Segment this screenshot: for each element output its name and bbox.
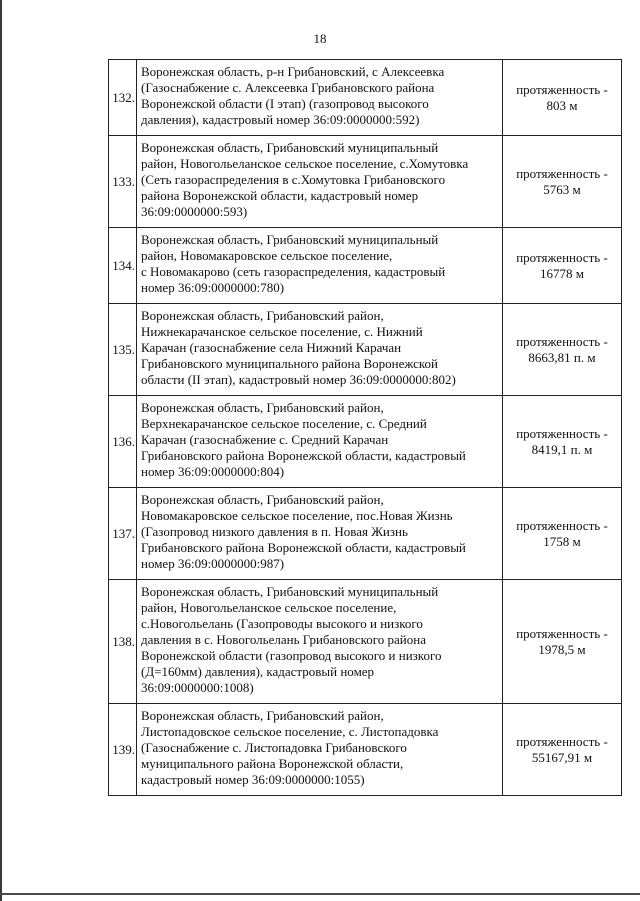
row-number: 135. [109,304,137,396]
table-row [109,704,622,796]
object-description: Воронежская область, Грибановский район, Нижнекарачанское сельское поселение, с. Нижний Карачан (газоснабжение села Нижний Карачан Грибановского муниципального района Воронежской области (II этап), кадастровый номер 36:09:0000000:802) [137,304,503,396]
object-description: Воронежская область, Грибановский муниципальный район, Новомакаровское сельское поселение, с Новомакарово (сеть газораспределения, кадастровый номер 36:09:0000000:780) [137,228,503,304]
scan-bottom-edge [0,893,640,895]
object-description: Воронежская область, Грибановский район, Листопадовское сельское поселение, с. Листопадовка (Газоснабжение с. Листопадовка Грибановского муниципального района Воронежской области, кадастровый номер 36:09:0000000:1055) [137,704,503,796]
table-row [109,396,622,488]
table-row [109,580,622,704]
object-description: Воронежская область, Грибановский район, Верхнекарачанское сельское поселение, с. Средний Карачан (газоснабжение с. Средний Карачан Грибановского района Воронежской области, кадастровый номер 36:09:0000000:804) [137,396,503,488]
row-number: 137. [109,488,137,580]
row-number: 138. [109,580,137,704]
table-row [109,304,622,396]
object-length: протяженность - 1758 м [503,488,622,580]
registry-table [108,59,622,796]
registry-rows [109,60,622,796]
row-number: 139. [109,704,137,796]
row-number: 136. [109,396,137,488]
table-row [109,60,622,136]
object-length: протяженность - 55167,91 м [503,704,622,796]
row-number: 133. [109,136,137,228]
table-row [109,488,622,580]
object-length: протяженность - 8419,1 п. м [503,396,622,488]
object-length: протяженность - 16778 м [503,228,622,304]
page-number: 18 [313,31,327,46]
object-length: протяженность - 8663,81 п. м [503,304,622,396]
object-length: протяженность - 1978,5 м [503,580,622,704]
object-description: Воронежская область, Грибановский район, Новомакаровское сельское поселение, пос.Новая Жизнь (Газопровод низкого давления в п. Новая Жизнь Грибановского района Воронежской области, кадастровый номер 36:09:0000000:987) [137,488,503,580]
table-row [109,136,622,228]
object-length: протяженность - 803 м [503,60,622,136]
row-number: 132. [109,60,137,136]
scan-edge [0,0,2,901]
row-number: 134. [109,228,137,304]
object-length: протяженность - 5763 м [503,136,622,228]
object-description: Воронежская область, Грибановский муниципальный район, Новогольеланское сельское поселение, с.Новогольелань (Газопроводы высокого и низкого давления в с. Новогольелань Грибановского района Воронежской области (газопровод высокого и низкого (Д=160мм) давления), кадастровый номер 36:09:0000000:1008) [137,580,503,704]
object-description: Воронежская область, р-н Грибановский, с Алексеевка (Газоснабжение с. Алексеевка Грибановского района Воронежской области (I этап) (газопровод высокого давления), кадастровый номер 36:09:0000000:592) [137,60,503,136]
table-row [109,228,622,304]
object-description: Воронежская область, Грибановский муниципальный район, Новогольеланское сельское поселение, с.Хомутовка (Сеть газораспределения в с.Хомутовка Грибановского района Воронежской области, кадастровый номер 36:09:0000000:593) [137,136,503,228]
